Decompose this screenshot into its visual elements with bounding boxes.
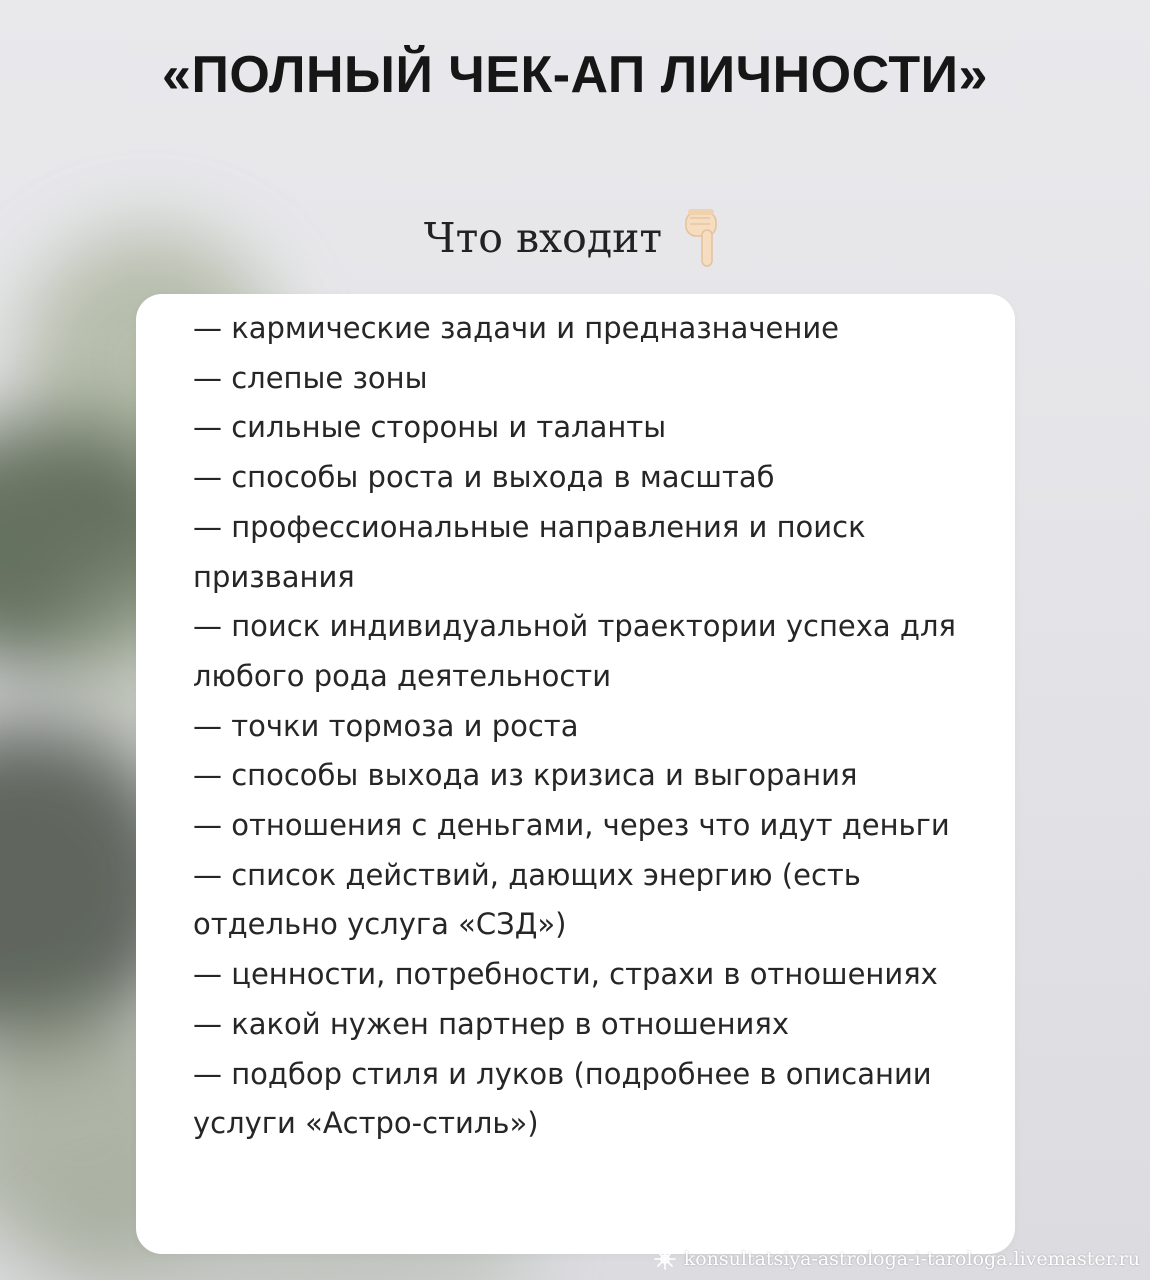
list-item: — профессиональные направления и поиск призвания [193,509,866,594]
page-title: «ПОЛНЫЙ ЧЕК-АП ЛИЧНОСТИ» [162,46,988,104]
list-item: — подбор стиля и луков (подробнее в описании услуги «Астро-стиль») [193,1056,932,1141]
list-item: — слепые зоны [193,360,428,395]
list-item: — отношения с деньгами, через что идут деньги [193,808,950,843]
list-item: — какой нужен партнер в отношениях [193,1006,790,1041]
list-item: — список действий, дающих энергию (есть отдельно услуга «СЗД») [193,857,861,942]
content-card [136,294,1015,1254]
list-item: — способы роста и выхода в масштаб [193,460,775,495]
list-item: — кармические задачи и предназначение [193,311,840,345]
watermark-text: konsultatsiya-astrologa-i-tarologa.livemaster.ru [683,1248,1140,1270]
service-items-list [193,304,993,1149]
list-item: — точки тормоза и роста [193,708,579,743]
snowflake-emblem-icon [654,1248,676,1270]
list-item: — способы выхода из кризиса и выгорания [193,758,858,793]
subtitle: Что входит [423,214,663,262]
watermark [654,1248,1140,1270]
pointing-down-hand-icon [680,206,726,270]
list-item: — поиск индивидуальной траектории успеха для любого рода деятельности [193,609,956,693]
list-item: — сильные стороны и таланты [193,410,667,445]
list-item: — ценности, потребности, страхи в отношениях [193,957,938,992]
subtitle-row [0,206,1150,270]
